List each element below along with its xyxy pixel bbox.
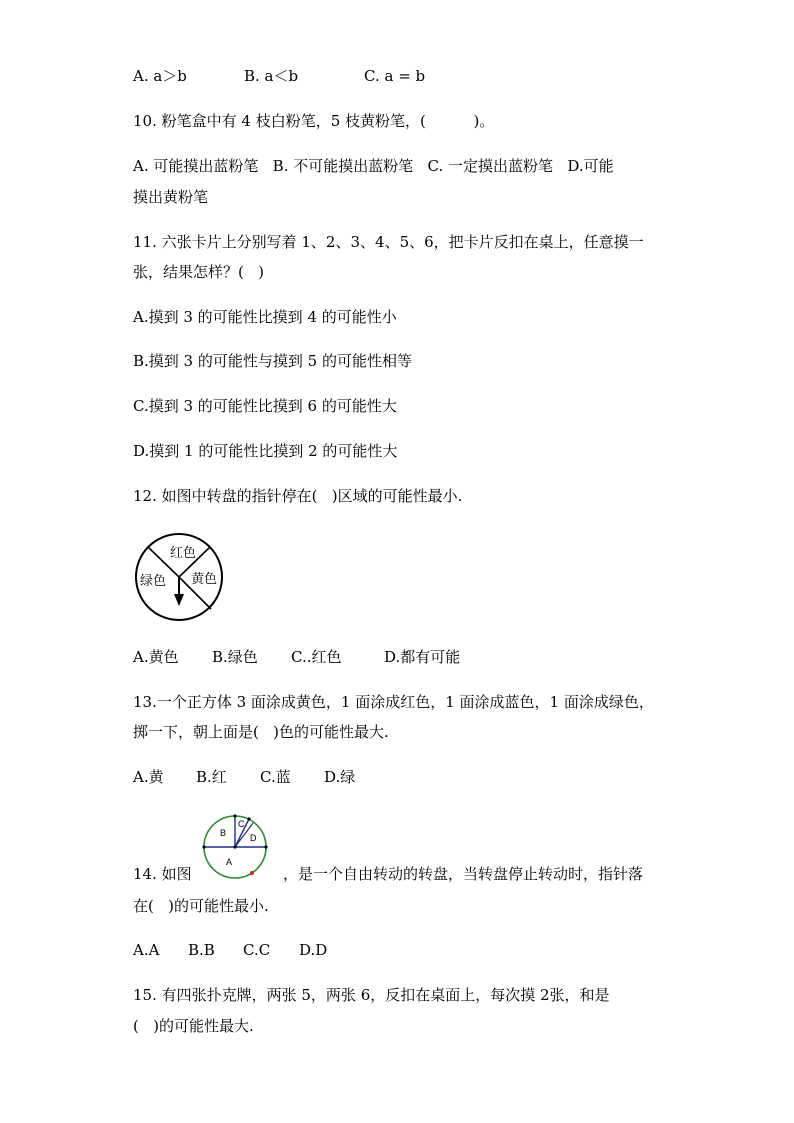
q14-point-left [202,845,205,848]
q14-option-a: A.A [133,941,160,959]
q12-spinner-svg [133,531,225,623]
q12-label-green: 绿色 [140,574,167,589]
q11-option-d: D.摸到 1 的可能性比摸到 2 的可能性大 [133,442,398,460]
q15-stem-line1: 15. 有四张扑克牌，两张 5，两张 6，反扣在桌面上，每次摸 2张，和是 [133,986,610,1004]
q12-label-yellow: 黄色 [191,572,218,587]
q11-stem-line1: 11. 六张卡片上分别写着 1、2、3、4、5、6，把卡片反扣在桌上，任意摸一 [133,233,644,251]
q12-spinner-figure [133,531,225,623]
q13-option-a: A.黄 [133,768,164,786]
q14-spinner-figure [200,812,270,882]
q13-option-b: B.红 [196,768,227,786]
q14-label-c: C [238,819,245,829]
q9-option-a: A. a＞b [133,67,187,85]
q10-stem: 10. 粉笔盒中有 4 枝白粉笔，5 枝黄粉笔，( )。 [133,112,495,130]
q13-option-d: D.绿 [324,768,356,786]
q13-stem-line1: 13.一个正方体 3 面涂成黄色，1 面涂成红色，1 面涂成蓝色，1 面涂成绿色， [133,693,654,711]
q9-option-c: C. a = b [364,67,426,85]
q14-label-b: B [220,828,227,838]
q14-red-dot [250,871,254,875]
q14-label-d: D [250,833,257,843]
q10-options-line2: 摸出黄粉笔 [133,188,209,206]
q14-option-d: D.D [299,941,328,959]
q14-stem-line2: 在( )的可能性最小. [133,897,269,915]
q14-point-center [233,845,236,848]
q12-option-b: B.绿色 [212,648,258,666]
q14-label-a: A [226,857,233,867]
q10-options-line1: A. 可能摸出蓝粉笔 B. 不可能摸出蓝粉笔 C. 一定摸出蓝粉笔 D.可能 [133,157,614,175]
q13-stem-line2: 掷一下，朝上面是( )色的可能性最大. [133,723,389,741]
q15-stem-line2: ( )的可能性最大. [133,1017,254,1035]
q14-spinner-svg [200,812,270,882]
q14-stem-suffix: ，是一个自由转动的转盘，当转盘停止转动时，指针落 [283,865,644,883]
q14-stem-prefix: 14. 如图 [133,865,192,883]
q11-option-c: C.摸到 3 的可能性比摸到 6 的可能性大 [133,397,397,415]
q11-option-b: B.摸到 3 的可能性与摸到 5 的可能性相等 [133,352,412,370]
q11-option-a: A.摸到 3 的可能性比摸到 4 的可能性小 [133,308,397,326]
q12-stem: 12. 如图中转盘的指针停在( )区域的可能性最小. [133,487,463,505]
q14-point-right [264,845,267,848]
q12-option-d: D.都有可能 [384,648,461,666]
q14-option-b: B.B [188,941,215,959]
q12-option-a: A.黄色 [133,648,179,666]
q12-label-red: 红色 [170,546,197,561]
q14-option-c: C.C [243,941,271,959]
q9-option-b: B. a＜b [244,67,299,85]
q11-stem-line2: 张，结果怎样？( ) [133,263,265,281]
q13-option-c: C.蓝 [260,768,291,786]
q14-point-top [233,814,236,817]
q12-option-c: C..红色 [291,648,342,666]
q14-point-c [247,817,250,820]
